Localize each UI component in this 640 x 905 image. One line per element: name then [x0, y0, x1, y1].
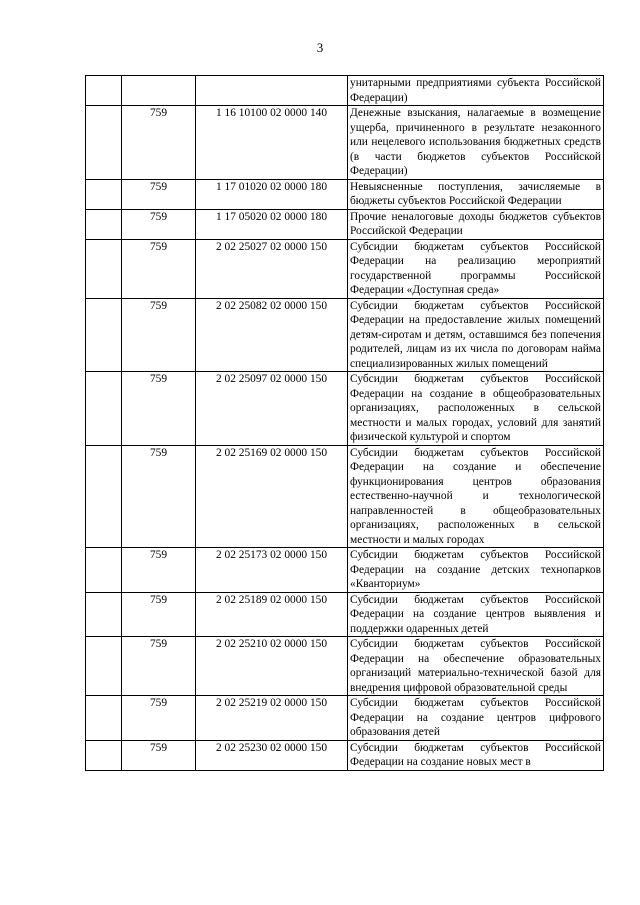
table-row [86, 592, 604, 637]
revenue-code-cell: 2 02 25027 02 0000 150 [196, 239, 348, 298]
revenue-code-cell: 1 17 05020 02 0000 180 [196, 209, 348, 239]
revenue-name-cell: унитарными предприятиями субъекта Российской Федерации) [348, 76, 604, 106]
admin-code-cell: 759 [122, 106, 196, 180]
blank-cell [86, 76, 122, 106]
admin-code-cell: 759 [122, 740, 196, 770]
admin-code-cell: 759 [122, 298, 196, 372]
revenue-name-cell: Денежные взыскания, налагаемые в возмещение ущерба, причиненного в результате незаконного или нецелевого использования бюджетных средств (в части бюджетов субъектов Российской Федерации) [348, 106, 604, 180]
revenue-name-cell: Невыясненные поступления, зачисляемые в бюджеты субъектов Российской Федерации [348, 179, 604, 209]
table-row [86, 239, 604, 298]
table-row [86, 696, 604, 741]
admin-code-cell: 759 [122, 548, 196, 593]
revenue-name-cell: Субсидии бюджетам субъектов Российской Федерации на обеспечение образовательных организаций материально-технической базой для внедрения цифровой образовательной среды [348, 637, 604, 696]
blank-cell [86, 696, 122, 741]
revenue-code-cell: 2 02 25210 02 0000 150 [196, 637, 348, 696]
revenue-classification-table [85, 75, 604, 771]
table-row [86, 298, 604, 372]
table-row [86, 209, 604, 239]
admin-code-cell: 759 [122, 445, 196, 548]
table-row [86, 740, 604, 770]
admin-code-cell: 759 [122, 239, 196, 298]
revenue-name-cell: Субсидии бюджетам субъектов Российской Федерации на создание детских технопарков «Кванториум» [348, 548, 604, 593]
revenue-name-cell: Прочие неналоговые доходы бюджетов субъектов Российской Федерации [348, 209, 604, 239]
revenue-name-cell: Субсидии бюджетам субъектов Российской Федерации на создание центров выявления и поддержки одаренных детей [348, 592, 604, 637]
blank-cell [86, 106, 122, 180]
revenue-name-cell: Субсидии бюджетам субъектов Российской Федерации на создание центров цифрового образования детей [348, 696, 604, 741]
revenue-code-cell: 2 02 25219 02 0000 150 [196, 696, 348, 741]
blank-cell [86, 637, 122, 696]
revenue-code-cell: 1 17 01020 02 0000 180 [196, 179, 348, 209]
revenue-name-cell: Субсидии бюджетам субъектов Российской Федерации на создание и обеспечение функционирования центров образования естественно-научной и технологической направленностей в общеобразовательных организациях, расположенных в сельской местности и малых городах [348, 445, 604, 548]
revenue-code-cell: 2 02 25082 02 0000 150 [196, 298, 348, 372]
blank-cell [86, 445, 122, 548]
admin-code-cell: 759 [122, 209, 196, 239]
revenue-name-cell: Субсидии бюджетам субъектов Российской Федерации на создание новых мест в [348, 740, 604, 770]
revenue-code-cell: 2 02 25169 02 0000 150 [196, 445, 348, 548]
table-row [86, 179, 604, 209]
table-row [86, 76, 604, 106]
revenue-code-cell: 1 16 10100 02 0000 140 [196, 106, 348, 180]
blank-cell [86, 239, 122, 298]
blank-cell [86, 298, 122, 372]
admin-code-cell: 759 [122, 179, 196, 209]
blank-cell [86, 548, 122, 593]
revenue-code-cell [196, 76, 348, 106]
table-row [86, 637, 604, 696]
revenue-name-cell: Субсидии бюджетам субъектов Российской Федерации на создание в общеобразовательных организациях, расположенных в сельской местности и малых городах, условий для занятий физической культурой и спортом [348, 372, 604, 446]
table-row [86, 372, 604, 446]
revenue-code-cell: 2 02 25097 02 0000 150 [196, 372, 348, 446]
admin-code-cell: 759 [122, 637, 196, 696]
revenue-code-cell: 2 02 25230 02 0000 150 [196, 740, 348, 770]
page-number: 3 [316, 40, 324, 55]
revenue-code-cell: 2 02 25173 02 0000 150 [196, 548, 348, 593]
blank-cell [86, 179, 122, 209]
table-row [86, 106, 604, 180]
blank-cell [86, 372, 122, 446]
table-row [86, 548, 604, 593]
blank-cell [86, 209, 122, 239]
admin-code-cell [122, 76, 196, 106]
admin-code-cell: 759 [122, 696, 196, 741]
revenue-name-cell: Субсидии бюджетам субъектов Российской Федерации на предоставление жилых помещений детям-сиротам и детям, оставшимся без попечения родителей, лицам из их числа по договорам найма специализированных жилых помещений [348, 298, 604, 372]
revenue-name-cell: Субсидии бюджетам субъектов Российской Федерации на реализацию мероприятий государственной программы Российской Федерации «Доступная среда» [348, 239, 604, 298]
admin-code-cell: 759 [122, 372, 196, 446]
blank-cell [86, 592, 122, 637]
revenue-code-cell: 2 02 25189 02 0000 150 [196, 592, 348, 637]
admin-code-cell: 759 [122, 592, 196, 637]
table-row [86, 445, 604, 548]
blank-cell [86, 740, 122, 770]
